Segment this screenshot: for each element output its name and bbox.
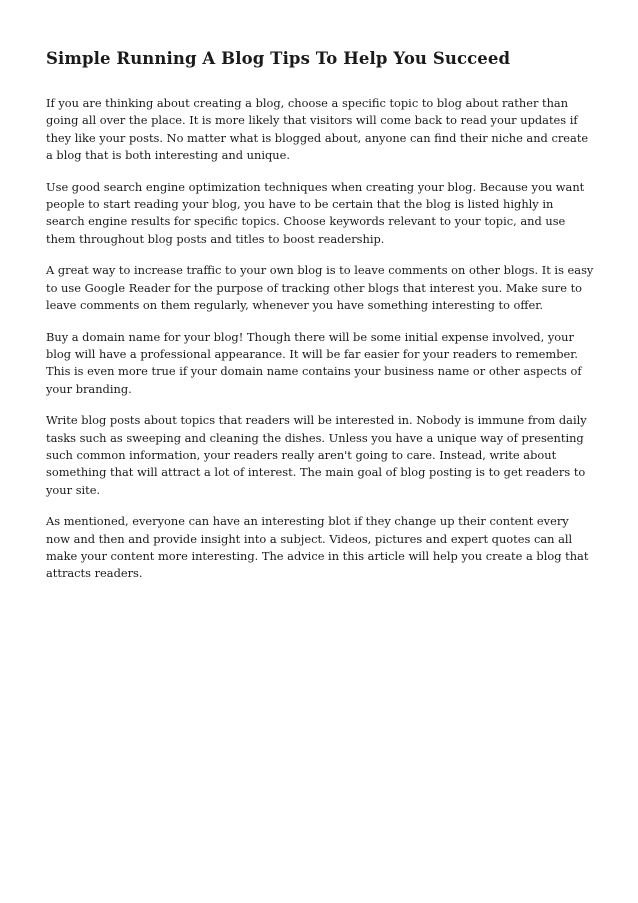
paragraph-5: Write blog posts about topics that readers will be interested in. Nobody is immune from daily tasks such as sweeping and cleaning the dishes. Unless you have a unique way of presenting such common information, your readers really aren't going to care. Instead, write about something that will attract a lot of interest. The main goal of blog posting is to get readers to your site.	[46, 413, 587, 497]
paragraph-2: Use good search engine optimization techniques when creating your blog. Because you want people to start reading your blog, you have to be certain that the blog is listed highly in search engine results for specific topics. Choose keywords relevant to your topic, and use them throughout blog posts and titles to boost readership.	[46, 179, 585, 246]
paragraph-3: A great way to increase traffic to your own blog is to leave comments on other blogs. It is easy to use Google Reader for the purpose of tracking other blogs that interest you. Make sure to leave comments on them regularly, whenever you have something interesting to offer.	[46, 263, 594, 312]
paragraph-1: If you are thinking about creating a blog, choose a specific topic to blog about rather than going all over the place. It is more likely that visitors will come back to read your updates if they like your posts. No matter what is blogged about, anyone can find their niche and create a blog that is both interesting and unique.	[46, 96, 589, 162]
paragraph-6: As mentioned, everyone can have an interesting blot if they change up their content every now and then and provide insight into a subject. Videos, pictures and expert quotes can all make your content more interesting. The advice in this article will help you create a blog that attracts readers.	[46, 514, 589, 581]
paragraph-4: Buy a domain name for your blog! Though there will be some initial expense involved, your blog will have a professional appearance. It will be far easier for your readers to remember. This is even more true if your domain name contains your business name or other aspects of your branding.	[46, 329, 582, 396]
page-title: Simple Running A Blog Tips To Help You Succeed	[46, 49, 511, 68]
